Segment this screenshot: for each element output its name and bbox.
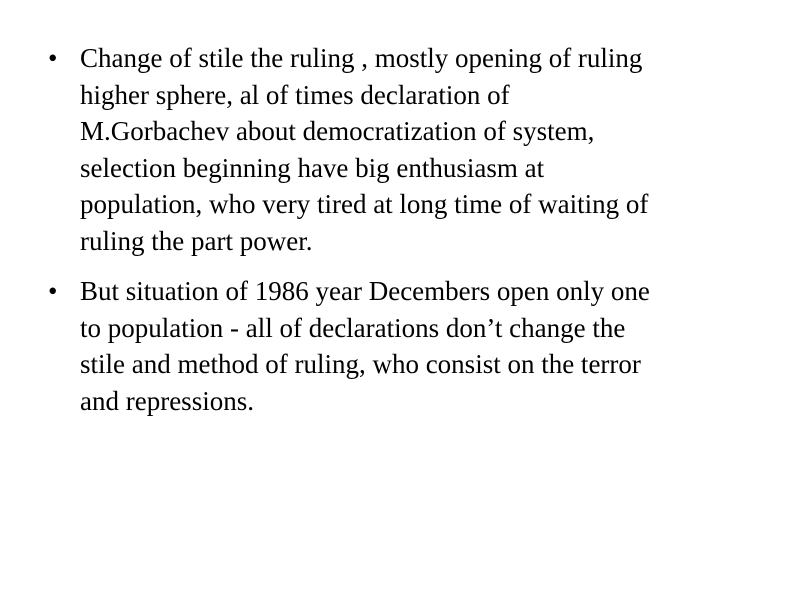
bullet-item — [44, 40, 744, 259]
bullet-text: But situation of 1986 year Decembers open only one to population - all of declarations don’t change the stile and method of ruling, who consist on the terror and repressions. — [80, 276, 650, 416]
bullet-item — [44, 273, 744, 419]
bullet-text: Change of stile the ruling , mostly opening of ruling higher sphere, al of times declaration of M.Gorbachev about democratization of system, selection beginning have big enthusiasm at population, who very tired at long time of waiting of ruling the part power. — [80, 43, 649, 256]
bullet-list — [44, 40, 744, 433]
bullet-marker-icon: • — [48, 43, 58, 73]
bullet-marker-icon: • — [48, 276, 58, 306]
